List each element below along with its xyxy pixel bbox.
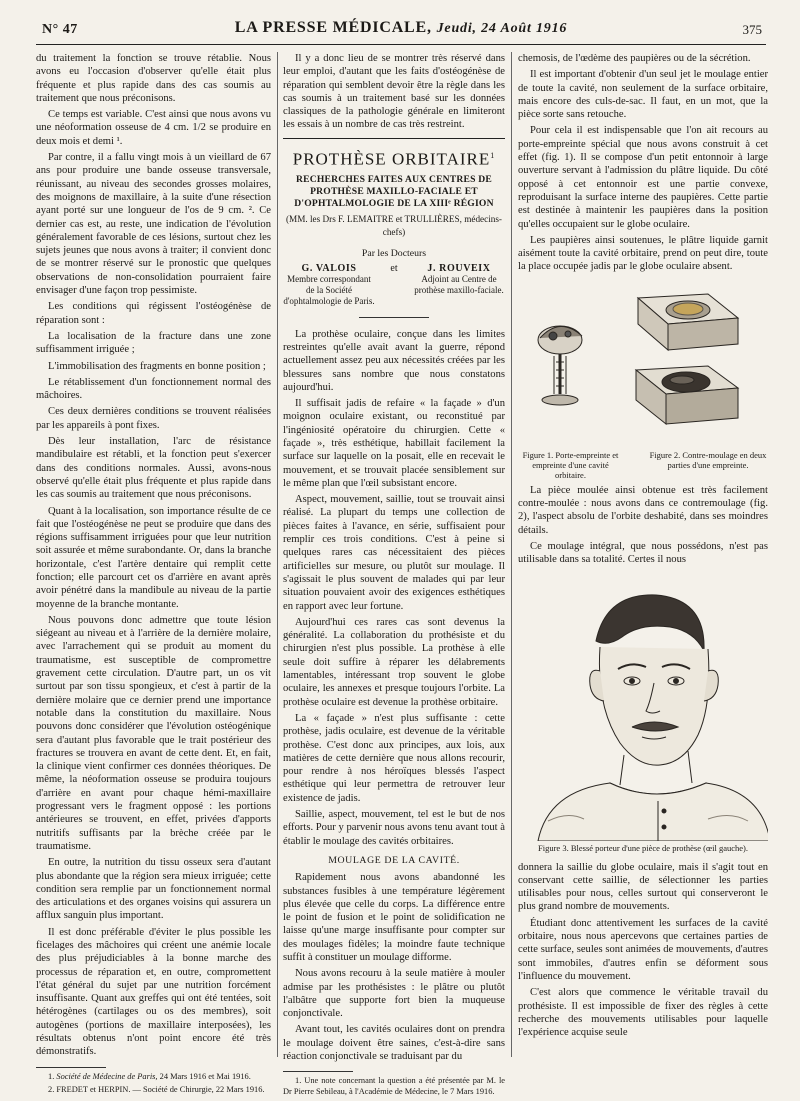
column-rule: [511, 52, 512, 1057]
paragraph: Les paupières ainsi soutenues, le plâtre liquide garnit aisément toute la cavité orbitaire, prend on peut dire, toute la place occupée jadis par le globe oculaire absent.: [518, 234, 768, 273]
paragraph: Ce temps est variable. C'est ainsi que nous avons vu une néoformation osseuse de 4 cm. 1/2 se produire en deux mois et demi ¹.: [36, 109, 271, 147]
paragraph: Ces deux dernières conditions se trouvent réalisées par les appareils à pont fixes.: [36, 406, 271, 431]
journal-title: LA PRESSE MÉDICALE,: [234, 19, 432, 36]
paragraph: Il suffisait jadis de refaire « la façade » d'un moignon oculaire existant, ou reconstitué par l'ingéniosité opératoire du chirurgien. Cette « façade », très esthétique, habillait facilement la surface sur laquelle on la posait, elle en recevait le mouvement, et se trouvait placée sensiblement sur le même plan que l'œil subsistant encore.: [283, 398, 505, 489]
author-separator: et: [390, 262, 398, 274]
footnote-rule: [36, 1067, 106, 1068]
figure-3-caption: Figure 3. Blessé porteur d'une pièce de prothèse (œil gauche).: [538, 842, 748, 853]
column-right: [518, 52, 768, 1042]
section-title: MOULAGE DE LA CAVITÉ.: [328, 854, 460, 866]
paragraph: La prothèse oculaire, conçue dans les limites restreintes qu'elle avait avant la guerre, répond actuellement assez peu aux nécessités créées par les blessures sans nombre que nous constatons aujourd'hui.: [283, 328, 505, 393]
article-subtitle: RECHERCHES FAITES AUX CENTRES DE PROTHÈSE MAXILLO-FACIALE ET D'OPHTALMOLOGIE DE LA XIIIᵉ RÉGION: [294, 173, 494, 209]
column-rule: [277, 52, 278, 1057]
footnote: 2. FREDET et HERPIN. — Société de Chirurgie, 22 Mars 1916.: [48, 1085, 265, 1095]
figures-1-2: [518, 278, 768, 478]
paragraph: La localisation de la fracture dans une zone suffisamment irriguée ;: [36, 330, 271, 356]
paragraph: donnera la saillie du globe oculaire, mais il s'agit tout en conservant cette saillie, de sélectionner les parties utilisables pour nous, celles surtout qui conserveront le plus grand nombre de mouvements.: [518, 861, 768, 913]
paragraph: Quant à la localisation, son importance résulte de ce fait que l'ostéogénèse ne peut se produire que dans des régions suffisamment irriguées pour que leur nutrition soit assurée et même surabondante. Or, dans la branche horizontale, c'est l'artère dentaire qui remplit cette fonction; elle parcourt cet os d'arrière en avant après avoir pénétré dans la mandibule au niveau de la partie moyenne de la branche montante.: [36, 505, 271, 610]
paragraph: Il y a donc lieu de se montrer très réservé dans leur emploi, d'autant que les faits d'ostéogénèse de réparation qui semblent devoir être la règle dans les cas soumis à un traitement basé sur les données classiques de la pathologie générale en limiteront les essais à un nombre de cas très restreint.: [283, 53, 505, 131]
page-number: 375: [742, 22, 762, 37]
issue-date: Jeudi, 24 Août 1916: [436, 21, 568, 36]
byline-intro: Par les Docteurs: [361, 248, 427, 260]
footnote-rule: [283, 1071, 353, 1072]
paragraph: Ce moulage intégral, que nous possédons, n'est pas utilisable dans sa totalité. Certes il nous: [518, 540, 768, 566]
paragraph: Le rétablissement d'un fonctionnement normal des mâchoires.: [36, 376, 271, 402]
column-left: [36, 52, 271, 1099]
paragraph: C'est alors que commence le véritable travail du prothésiste. Il est impossible de fixer des règles à cette recherche des mouvements utilisables pour laquelle l'expérience acquise seule: [518, 987, 768, 1039]
article-heading: [283, 138, 505, 318]
paragraph: La « façade » n'est plus suffisante : cette prothèse, jadis oculaire, est devenue de la véritable prothèse. C'est donc aux principes, aux lois, aux matières de cette dernière que nous allons recourir, pour rendre à nos héroïques blessés l'aspect esthétique qui leur permettra de retrouver leur existence de jadis.: [283, 712, 505, 804]
paragraph: Étudiant donc attentivement les surfaces de la cavité orbitaire, nous nous apercevons que certaines parties de cette surface, seules sont animées de mouvements, d'autres sont immobiles, d'autres enfin se déforment sous l'influence du mouvement.: [518, 917, 768, 982]
article-chefs: (MM. les Drs F. LEMAITRE et TRULLIÈRES, médecins-chefs): [286, 213, 502, 238]
counter-mold-icon: [636, 294, 738, 424]
paragraph: Nous avons recouru à la seule matière à mouler admise par les prothésistes : le plâtre ou plutôt l'albâtre que supporte fort bien la muqueuse conjonctivale.: [283, 968, 505, 1020]
paragraph: chemosis, de l'œdème des paupières ou de la sécrétion.: [518, 53, 751, 64]
paragraph: Dès leur installation, l'arc de résistance mandibulaire est rétabli, et la fonction peut s'exercer dans des conditions normales. Aussi, avons-nous observé qu'elle était plus fréquente et plus rapide dans les cas soumis au traitement que nous préconisons.: [36, 436, 271, 501]
column-middle: [283, 52, 505, 1101]
paragraph: En outre, la nutrition du tissu osseux sera d'autant plus abondante que la région sera mieux irriguée; cette condition sera remplie par un fonctionnement normal des articulations et des organes voisins qui assurera un afflux sanguin plus important.: [36, 857, 271, 922]
paragraph: Rapidement nous avons abandonné les substances fusibles à une température légèrement plus élevée que celle du corps. La différence entre le point de fusion et le point de solidification ne laisse qu'une marge insuffisante pour compter sur des moulages fidèles; la moindre faute technique suffit à constituer un moulage difforme.: [283, 872, 505, 963]
paragraph: Aspect, mouvement, saillie, tout se trouvait ainsi réalisé. La plupart du temps une collection de pièces faites à l'avance, en série, suffisaient pour remplir ces trois conditions. C'est à peine si quelques rares cas nécessitaient des pièces artificielles sur mesure, ou plutôt sur moulage. Il s'agissait le plus souvent de malades qui par leur situation pouvaient avoir des exigences esthétiques en rapport avec leur fortune.: [283, 494, 505, 612]
paragraph: Aujourd'hui ces rares cas sont devenus la généralité. La collaboration du prothésiste et du chirurgien n'est plus possible. La prothèse à elle seule doit suffire à réparer les délabrements lamentables, intéressant trop souvent le globe oculaire, les annexes et presque toujours l'orbite. La prothèse oculaire est devenue la prothèse orbitaire.: [283, 616, 505, 708]
paragraph: Saillie, aspect, mouvement, tel est le but de nos efforts. Pour y parvenir nous avons tenu avant tout à établir le moulage des cavités orbitaires.: [283, 809, 505, 847]
paragraph: La pièce moulée ainsi obtenue est très facilement contre-moulée : nous avons dans ce contremoulage (fig. 2), l'aspect absolu de l'orbite deshabité, dans ses moindres détails.: [518, 484, 768, 536]
issue-number: N° 47: [42, 22, 78, 37]
footnote: 1. Une note concernant la question a été présentée par M. le Dr Pierre Sebileau, à l'Académie de Médecine, le 7 Mars 1916.: [283, 1076, 505, 1096]
figure-1-caption: Figure 1. Porte-empreinte et empreinte d'une cavité orbitaire.: [522, 449, 619, 480]
paragraph: Par contre, il a fallu vingt mois à un vieillard de 67 ans pour produire une bande osseuse transversale, réunissant, au niveau des secondes grosses molaires, des moignons de maxillaire, à la suite d'une résection ayant porté sur une longueur de l'os de 9 cm. ². Ce dernier cas est, au reste, une indication de l'évolution généralement favorable de ces lésions, surtout chez les sujets jeunes que nous avons à traiter; il convient donc de se montrer réservé sur le pronostic que quelques observations de non-consolidation pourraient faire envisager d'une façon trop pessimiste.: [36, 152, 271, 297]
figure-2-caption: Figure 2. Contre-moulage en deux parties d'une empreinte.: [649, 449, 767, 470]
paragraph: Pour cela il est indispensable que l'on ait recours au porte-empreinte spécial que nous avons construit à cet effet (fig. 1). Il se compose d'un petit entonnoir à large ouverture servant à l'admission du plâtre liquide. Du côté opposé à cet entonnoir est une partie convexe, reproduisant la surface interne des paupières. Cette partie est destinée à maintenir les paupières dans la position qu'elles occupaient sur le globe oculaire.: [518, 125, 768, 230]
soldier-portrait-illustration: [518, 571, 768, 841]
paragraph: du traitement la fonction se trouve rétablie. Nous avons eu l'occasion d'observer qu'elle était plus fréquente et plus rapide dans des cas soumis au traitement que nous préconisons.: [36, 53, 271, 104]
author: J. ROUVEIX Adjoint au Centre de prothèse maxillo-faciale.: [414, 262, 504, 295]
figure-3: [518, 571, 768, 841]
paragraph: Nous pouvons donc admettre que toute lésion siégeant au niveau et à l'arrière de la dernière molaire, avec l'arrachement qui se produit au moment du traumatisme, est susceptible de compromettre gravement cette circulation. D'autre part, un os vit surtout par son tissu spongieux, et c'est à partir de la dernière molaire que ce dernier prend une importance notable dans la constitution du maxillaire. Nous pouvons donc considérer que l'évolution ostéogénique sera d'autant plus favorable que le trait postérieur des fractures se trouvera en avant de cette dent. Et, en fait, la clinique vient confirmer ces données théoriques. De même, la néoformation osseuse se produira toujours d'arrière en avant pour chaque hémi-maxillaire progressant vers le fragment opposé : les portions antérieures se trouvent, en effet, privées d'apports nutritifs suffisants par la brèche créée par le traumatisme.: [36, 614, 271, 852]
journal-masthead: [36, 19, 766, 37]
paragraph: Les conditions qui régissent l'ostéogénèse de réparation sont :: [36, 301, 271, 326]
paragraph: Il est donc préférable d'éviter le plus possible les ficelages des mâchoires qui créent une anémie locale des plus préjudiciables à la bonne marche des processus de réparation et, en outre, compromettent l'état général du sujet par une nutrition forcément insuffisante. Quant aux greffes qui ont été tentées, soit hétérogènes (cartilages ou os des membres), soit autogènes (portions de maxillaire interposées), les résultats obtenus n'ont point encore été très démonstratifs.: [36, 926, 271, 1058]
authors: [283, 263, 505, 307]
author: G. VALOIS Membre correspondant de la Société d'ophtalmologie de Paris.: [283, 262, 375, 306]
paragraph: Il est important d'obtenir d'un seul jet le moulage entier de toute la cavité, non seulement de la surface orbitaire, mais encore des culs-de-sac. Il faut, en un mot, que la pièce sorte sans retouche.: [518, 69, 768, 121]
article-title: PROTHÈSE ORBITAIRE$^1$: [292, 149, 496, 169]
footnote: 1. Société de Médecine de Paris, 24 Mars 1916 et Mai 1916.: [48, 1071, 251, 1081]
heading-rule: [359, 317, 429, 318]
impression-tray-illustration: [518, 278, 768, 448]
page-header: [36, 16, 766, 45]
paragraph: L'immobilisation des fragments en bonne position ;: [48, 360, 266, 372]
impression-tray-icon: [538, 326, 582, 405]
paragraph: Avant tout, les cavités oculaires dont on prendra le moulage doivent être saines, c'est-à-dire sans réaction conjonctivale se traduisant par du: [283, 1024, 505, 1063]
